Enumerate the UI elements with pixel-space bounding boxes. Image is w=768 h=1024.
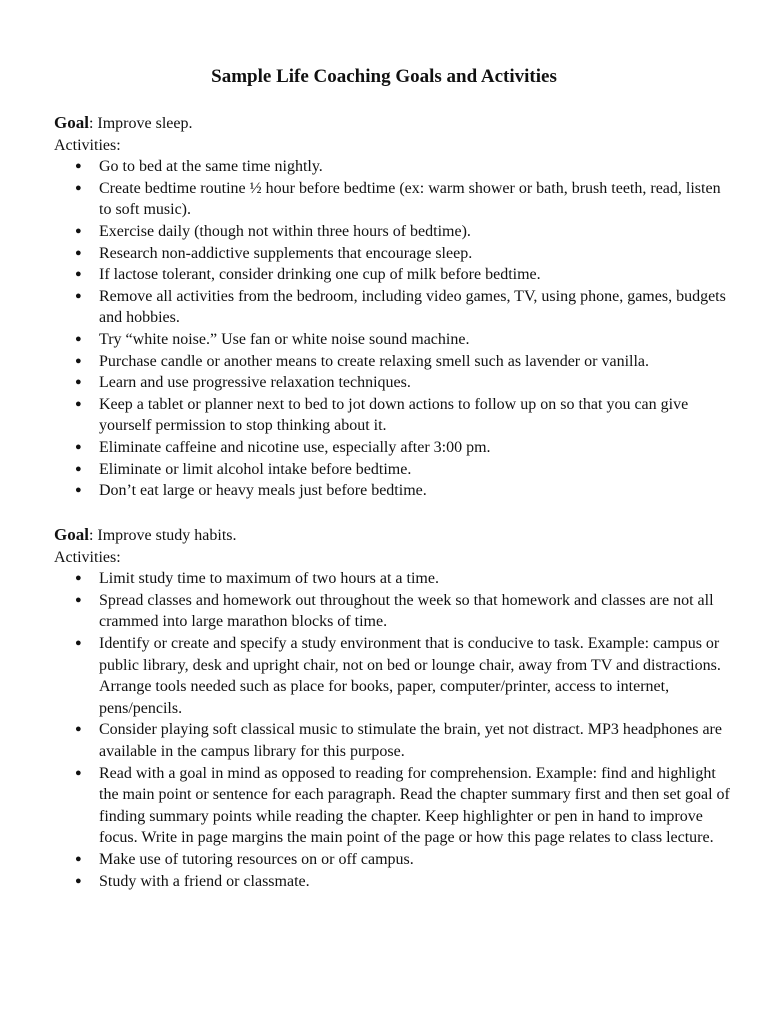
list-item [54,719,734,762]
activity-list [54,156,734,502]
goal-text: : Improve sleep. [88,115,193,132]
activity-list [54,568,734,892]
list-item [54,351,734,373]
list-item [54,264,734,286]
list-item-text: Make use of tutoring resources on or off campus. [99,850,414,868]
list-item [54,437,734,459]
bullet-icon [75,590,82,612]
bullet-icon [75,633,82,655]
list-item [54,372,734,394]
list-item-text: Keep a tablet or planner next to bed to jot down actions to follow up on so that you can give yourself permission to stop thinking about it. [99,395,689,435]
activities-label: Activities: [54,548,121,566]
bullet-icon [75,719,82,741]
list-item [54,243,734,265]
list-item-text: Purchase candle or another means to create relaxing smell such as lavender or vanilla. [99,352,649,370]
bullet-icon [75,849,82,871]
list-item-text: Try “white noise.” Use fan or white noise sound machine. [99,330,470,348]
list-item-text: Remove all activities from the bedroom, including video games, TV, using phone, games, budgets and hobbies. [99,287,726,327]
bullet-icon [75,221,82,243]
list-item [54,459,734,481]
bullet-icon [75,286,82,308]
bullet-icon [75,394,82,416]
bullet-icon [75,459,82,481]
list-item-text: Consider playing soft classical music to stimulate the brain, yet not distract. MP3 headphones are available in the campus library for this purpose. [99,721,722,760]
list-item-text: Research non-addictive supplements that encourage sleep. [99,244,473,262]
list-item [54,178,734,221]
goal-heading [54,524,734,547]
bullet-icon [75,568,82,590]
list-item-text: Limit study time to maximum of two hours at a time. [99,570,439,588]
list-item [54,156,734,178]
list-item-text: Read with a goal in mind as opposed to reading for comprehension. Example: find and highlight the main point or sentence for each paragraph. Read the chapter summary first and then set goal of finding summary points while reading the chapter. Keep highlighter or pen in hand to improve focus. Write in page margins the main point of the page or how this page relates to class lecture. [99,764,730,847]
list-item-text: Identify or create and specify a study environment that is conducive to task. Example: campus or public library, desk and upright chair, not on bed or lounge chair, away from TV and distractions. Arrange tools needed such as place for books, paper, computer/printer, access to internet, pens/pencils. [99,634,721,717]
goal-heading [54,112,734,135]
list-item [54,286,734,329]
goal-label: Goal [54,113,89,132]
bullet-icon [75,351,82,373]
list-item-text: Eliminate caffeine and nicotine use, especially after 3:00 pm. [99,438,491,456]
bullet-icon [75,763,82,785]
list-item [54,590,734,633]
bullet-icon [75,329,82,351]
page-title: Sample Life Coaching Goals and Activities [211,66,557,87]
goal-label: Goal [54,525,89,544]
list-item [54,849,734,871]
list-item [54,763,734,849]
bullet-icon [75,264,82,286]
list-item [54,568,734,590]
bullet-icon [75,156,82,178]
list-item-text: Eliminate or limit alcohol intake before bedtime. [99,460,412,478]
list-item [54,394,734,437]
list-item [54,871,734,893]
goal-section-sleep [54,112,734,502]
bullet-icon [75,480,82,502]
bullet-icon [75,437,82,459]
list-item-text: Learn and use progressive relaxation techniques. [99,374,411,392]
list-item-text: Create bedtime routine ½ hour before bedtime (ex: warm shower or bath, brush teeth, read, listen to soft music). [99,179,721,219]
bullet-icon [75,871,82,893]
list-item [54,633,734,719]
list-item [54,329,734,351]
list-item-text: Don’t eat large or heavy meals just before bedtime. [99,482,427,500]
goal-text: : Improve study habits. [88,527,237,544]
list-item [54,221,734,243]
bullet-icon [75,178,82,200]
goal-section-study [54,524,734,892]
bullet-icon [75,243,82,265]
list-item [54,480,734,502]
list-item-text: Spread classes and homework out throughout the week so that homework and classes are not all crammed into large marathon blocks of time. [99,591,714,631]
list-item-text: Go to bed at the same time nightly. [99,158,323,176]
list-item-text: If lactose tolerant, consider drinking one cup of milk before bedtime. [99,266,541,284]
list-item-text: Study with a friend or classmate. [99,872,310,890]
list-item-text: Exercise daily (though not within three hours of bedtime). [99,222,471,240]
bullet-icon [75,372,82,394]
activities-label: Activities: [54,136,121,154]
